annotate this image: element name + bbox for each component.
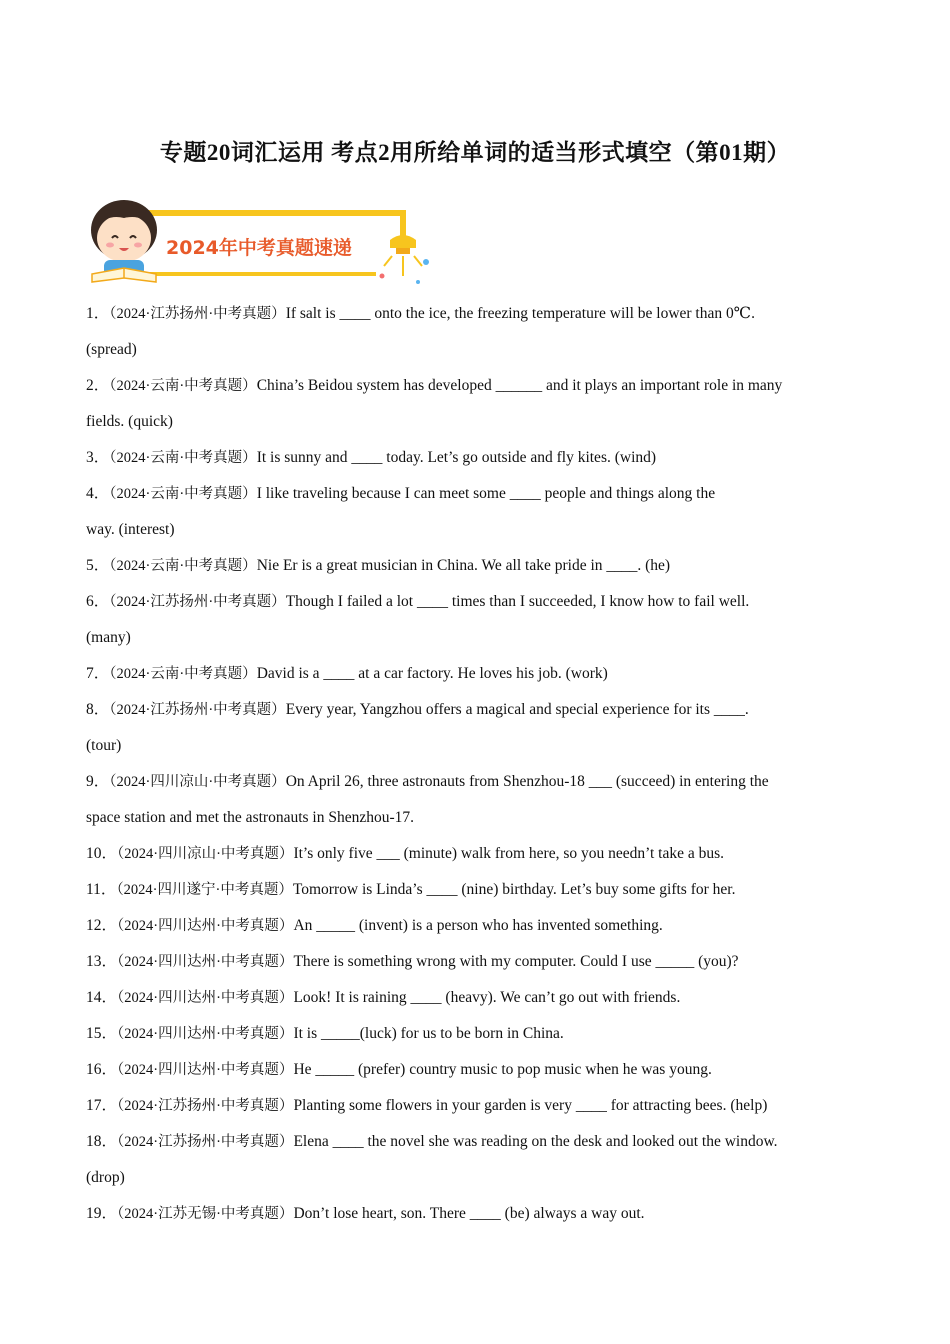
- question-10: 10．（2024·四川凉山·中考真题）It’s only five ___ (minute) walk from here, so you needn’t take a bus.: [86, 845, 725, 862]
- question-11: 11．（2024·四川遂宁·中考真题）Tomorrow is Linda’s ____ (nine) birthday. Let’s buy some gifts for her.: [86, 881, 736, 898]
- boy-reading-icon: [91, 200, 157, 282]
- question-8: 8．（2024·江苏扬州·中考真题）Every year, Yangzhou offers a magical and special experience for its ____. (tour): [86, 701, 749, 754]
- question-4: 4．（2024·云南·中考真题）I like traveling because I can meet some ____ people and things along the way. (interest): [86, 485, 716, 538]
- question-3: 3．（2024·云南·中考真题）It is sunny and ____ today. Let’s go outside and fly kites. (wind): [86, 449, 657, 466]
- section-banner: [86, 190, 436, 290]
- page-title: 专题20词汇运用 考点2用所给单词的适当形式填空（第01期）: [159, 140, 791, 165]
- question-13: 13．（2024·四川达州·中考真题）There is something wrong with my computer. Could I use _____ (you)?: [86, 953, 739, 970]
- question-7: 7．（2024·云南·中考真题）David is a ____ at a car factory. He loves his job. (work): [86, 665, 608, 682]
- question-6: 6．（2024·江苏扬州·中考真题）Though I failed a lot ____ times than I succeeded, I know how to fail well. (many): [86, 593, 750, 646]
- banner-bottom-bar: [146, 272, 376, 276]
- banner-label: 2024年中考真题速递: [166, 237, 352, 259]
- question-15: 15．（2024·四川达州·中考真题）It is _____(luck) for us to be born in China.: [86, 1025, 564, 1042]
- question-19: 19．（2024·江苏无锡·中考真题）Don’t lose heart, son. There ____ (be) always a way out.: [86, 1205, 645, 1222]
- question-list: [86, 296, 866, 1232]
- question-16: 16．（2024·四川达州·中考真题）He _____ (prefer) country music to pop music when he was young.: [86, 1061, 712, 1078]
- question-1: 1．（2024·江苏扬州·中考真题）If salt is ____ onto the ice, the freezing temperature will be lower than 0℃. (spread): [86, 305, 755, 358]
- question-2: 2．（2024·云南·中考真题）China’s Beidou system has developed ______ and it plays an important role in many fields. (quick): [86, 377, 783, 430]
- question-18: 18．（2024·江苏扬州·中考真题）Elena ____ the novel she was reading on the desk and looked out the window. (drop): [86, 1133, 778, 1186]
- question-17: 17．（2024·江苏扬州·中考真题）Planting some flowers in your garden is very ____ for attracting bees. (help): [86, 1097, 768, 1114]
- question-12: 12．（2024·四川达州·中考真题）An _____ (invent) is a person who has invented something.: [86, 917, 663, 934]
- question-14: 14．（2024·四川达州·中考真题）Look! It is raining ____ (heavy). We can’t go out with friends.: [86, 989, 681, 1006]
- banner-graphic: [86, 190, 436, 290]
- question-9: 9．（2024·四川凉山·中考真题）On April 26, three astronauts from Shenzhou-18 ___ (succeed) in entering the space station and met the astronauts in Shenzhou-17.: [86, 773, 769, 826]
- banner-top-bar: [146, 210, 404, 216]
- question-5: 5．（2024·云南·中考真题）Nie Er is a great musician in China. We all take pride in ____. (he): [86, 557, 671, 574]
- lamp-icon: [380, 235, 430, 284]
